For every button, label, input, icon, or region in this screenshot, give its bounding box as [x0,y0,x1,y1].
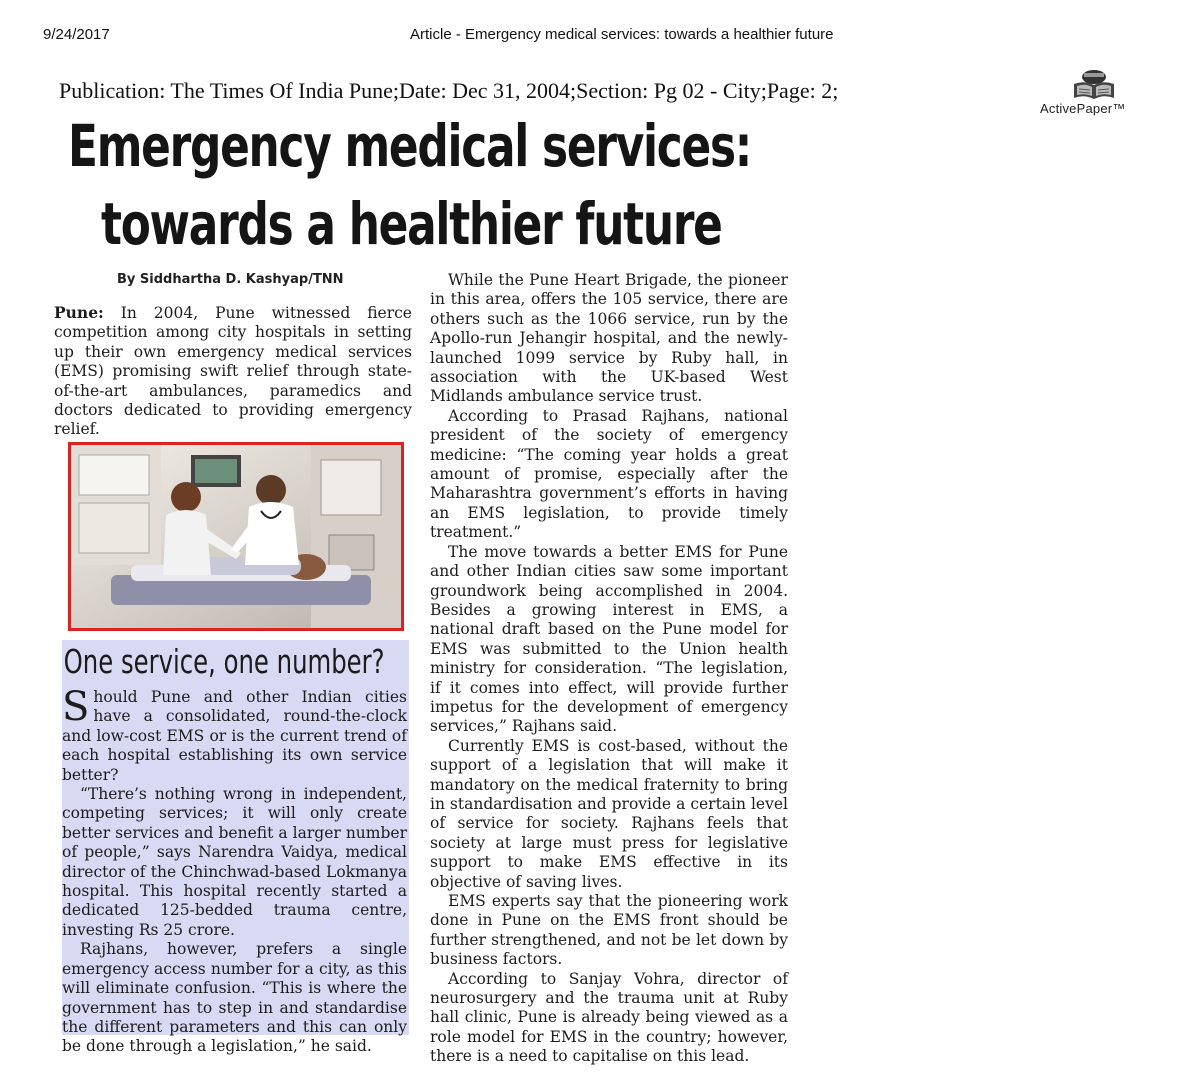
sidebar-box [62,640,409,1056]
byline: By Siddhartha D. Kashyap/TNN [117,272,344,287]
logo-text: ActivePaper™ [1040,101,1126,116]
right-column [430,271,788,1067]
reader-book-icon [1040,68,1140,102]
headline-line-1: Emergency medical services: [68,112,752,180]
right-paragraph-5: EMS experts say that the pioneering work done in Pune on the EMS front should be further strengthened, and not be let down by business factors. [430,892,788,969]
activepaper-logo [1040,68,1140,120]
ambulance-paramedics-photo [68,442,404,631]
sidebar-paragraph-2: “There’s nothing wrong in independent, competing services; it will only create better services and benefit a larger number of people,” says Narendra Vaidya, medical director of the Chinchwad-based Lokmanya hospital. This hospital recently started a dedicated 125-bedded trauma centre, investing Rs 25 crore. [62,785,407,939]
photo-illustration [71,445,401,628]
print-header [0,24,1200,46]
print-title: Article - Emergency medical services: towards a healthier future [410,26,834,43]
intro-text: In 2004, Pune witnessed fierce competition among city hospitals in setting up their own emergency medical services (EMS) promising swift relief through state-of-the-art ambulances, paramedics and doctors dedicated to providing emergency relief. [54,304,412,439]
headline-line-2: towards a healthier future [101,190,722,258]
right-paragraph-2: According to Prasad Rajhans, national president of the society of emergency medicine: “The coming year holds a great amount of promise, especially after the Maharashtra government’s efforts in having an EMS legislation, to provide timely treatment.” [430,406,788,542]
right-paragraph-3: The move towards a better EMS for Pune and other Indian cities saw some important groundwork being accomplished in 2004. Besides a growing interest in EMS, a national draft based on the Pune model for EMS was submitted to the Union health ministry for consideration. “The legislation, if it comes into effect, will provide further impetus for the development of emergency services,” Rajhans said. [430,542,788,736]
drop-cap: S [62,684,90,730]
right-paragraph-1: While the Pune Heart Brigade, the pioneer in this area, offers the 105 service, there are others such as the 1066 service, run by the Apollo-run Jehangir hospital, and the newly-launched 1099 service by Ruby hall, in association with the UK-based West Midlands ambulance service trust. [430,271,788,406]
sidebar-paragraph-3: Rajhans, however, prefers a single emergency access number for a city, as this will eliminate confusion. “This is where the government has to step in and standardise the different parameters and this can only be done through a legislation,” he said. [62,940,407,1056]
publication-line: Publication: The Times Of India Pune;Date: Dec 31, 2004;Section: Pg 02 - City;Page: 2; [59,78,839,103]
dateline: Pune: [54,303,104,322]
sidebar-subhead: One service, one number? [63,642,385,681]
sidebar-paragraph-1: Should Pune and other Indian cities have a consolidated, round-the-clock and low-cost EMS or is the current trend of each hospital establishing its own service better? [62,684,407,784]
print-date: 9/24/2017 [43,26,110,43]
right-paragraph-6: According to Sanjay Vohra, director of neurosurgery and the trauma unit at Ruby hall clinic, Pune is already being viewed as a role model for EMS in the country; however, there is a need to capitalise on this lead. [430,969,788,1066]
intro-paragraph [54,303,412,440]
right-paragraph-4: Currently EMS is cost-based, without the support of a legislation that will make it mandatory on the medical fraternity to bring in standardisation and provide a certain level of service for society. Rajhans feels that society at large must press for legislative support to make EMS effective in its objective of saving lives. [430,736,788,891]
sidebar-body [62,684,407,1057]
